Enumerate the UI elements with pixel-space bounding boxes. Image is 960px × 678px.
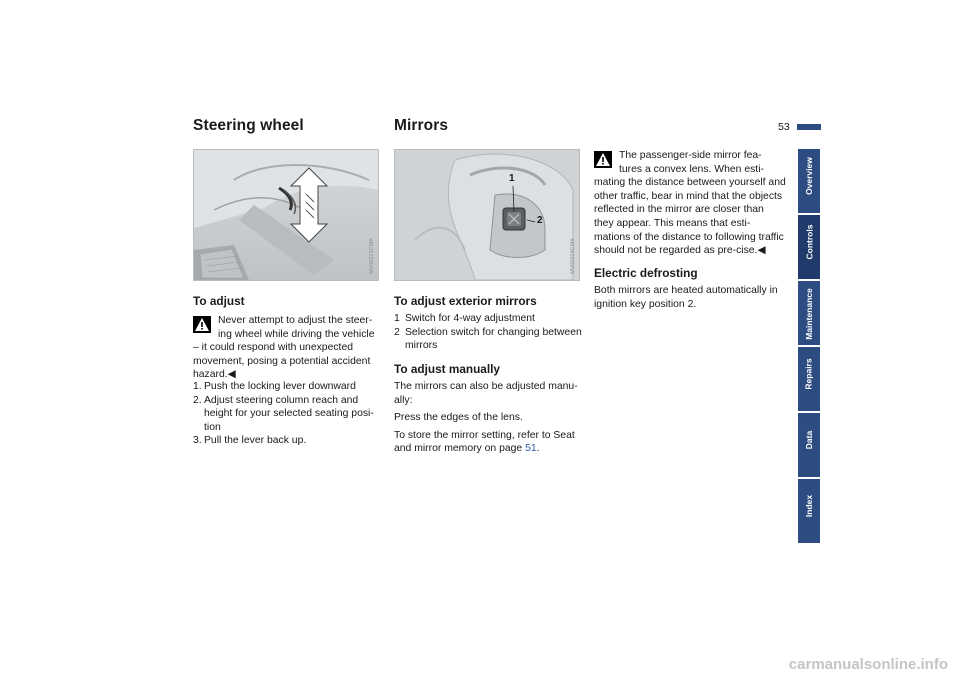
list-item bbox=[394, 326, 582, 353]
item-text: Switch for 4-way adjustment bbox=[405, 313, 535, 324]
figure-code: MV06271CMA bbox=[369, 238, 375, 274]
tab-maintenance[interactable] bbox=[798, 281, 820, 345]
tab-controls[interactable] bbox=[798, 215, 820, 279]
list-item bbox=[394, 312, 582, 326]
tab-label: Data bbox=[804, 430, 814, 450]
subtitle-to-adjust: To adjust bbox=[193, 294, 245, 308]
tab-repairs[interactable] bbox=[798, 347, 820, 411]
list-item bbox=[193, 394, 383, 435]
tab-index[interactable] bbox=[798, 479, 820, 543]
section-title-steering-wheel: Steering wheel bbox=[193, 117, 304, 134]
callout-1: 1 bbox=[509, 173, 515, 184]
subtitle-electric-defrosting: Electric defrosting bbox=[594, 266, 698, 280]
tab-label: Repairs bbox=[804, 358, 814, 390]
warning-text-steering bbox=[193, 314, 379, 382]
step-text: Adjust steering column reach and height for your selected seating posi-tion bbox=[204, 394, 374, 433]
item-number: 1 bbox=[394, 313, 400, 324]
footer-watermark bbox=[0, 652, 960, 678]
paragraph: The mirrors can also be adjusted manu-ally: bbox=[394, 381, 578, 406]
memory-text: To store the mirror setting, refer to Seat and mirror memory on page bbox=[394, 429, 575, 455]
watermark-text: carmanualsonline.info bbox=[788, 656, 948, 673]
memory-text-end: . bbox=[536, 443, 540, 455]
section-title-mirrors: Mirrors bbox=[394, 117, 449, 134]
callout-2: 2 bbox=[537, 215, 543, 226]
steering-steps-list bbox=[193, 380, 383, 448]
warning-rest: – it could respond with unexpected movement, posing a potential accident hazard.◀ bbox=[193, 342, 371, 381]
defrosting-text: Both mirrors are heated automatically in ignition key position 2. bbox=[594, 285, 778, 310]
steering-column-illustration bbox=[194, 150, 378, 280]
subtitle-adjust-exterior-mirrors: To adjust exterior mirrors bbox=[394, 294, 537, 308]
page-link-51[interactable]: 51 bbox=[525, 443, 537, 455]
page-number: 53 bbox=[778, 121, 790, 133]
warning-line-1: Never attempt to adjust the steer- bbox=[218, 315, 373, 326]
step-number: 1. bbox=[193, 381, 202, 392]
tab-label: Overview bbox=[804, 157, 814, 195]
steering-wheel-figure bbox=[193, 149, 379, 281]
tab-label: Maintenance bbox=[804, 288, 814, 340]
item-text: Selection switch for changing between mirrors bbox=[405, 326, 582, 352]
page-marker bbox=[797, 124, 821, 130]
item-number: 2 bbox=[394, 326, 400, 338]
warning-line-2: ing wheel while driving the vehicle bbox=[218, 328, 375, 340]
list-item bbox=[193, 380, 383, 394]
manual-adjust-text bbox=[394, 380, 584, 456]
step-number: 2. bbox=[193, 394, 202, 406]
warning-line-1: The passenger-side mirror fea- bbox=[619, 150, 762, 161]
mirror-controls-list bbox=[394, 312, 582, 353]
tab-data[interactable] bbox=[798, 413, 820, 477]
tab-label: Controls bbox=[804, 224, 815, 260]
step-text: Pull the lever back up. bbox=[204, 435, 307, 447]
warning-line-2: tures a convex lens. When esti- bbox=[619, 163, 764, 175]
paragraph-memory bbox=[394, 429, 584, 456]
tab-label: Index bbox=[804, 494, 815, 518]
list-item bbox=[193, 434, 383, 448]
warning-rest: mating the distance between yourself and other traffic, bear in mind that the objects reflected in the mirror are closer than they appear. This means that esti-mations of the distance to following traffic should not be regarded as pre-cise.◀ bbox=[594, 177, 786, 257]
subtitle-adjust-manually: To adjust manually bbox=[394, 362, 500, 376]
warning-text-convex bbox=[594, 149, 786, 258]
door-panel-illustration bbox=[395, 150, 579, 280]
figure-code: MV01018CMA bbox=[570, 238, 576, 274]
mirror-switch-figure bbox=[394, 149, 580, 281]
tab-overview[interactable] bbox=[798, 149, 820, 213]
step-text: Push the locking lever downward bbox=[204, 381, 356, 392]
paragraph: Press the edges of the lens. bbox=[394, 412, 523, 424]
step-number: 3. bbox=[193, 435, 202, 447]
